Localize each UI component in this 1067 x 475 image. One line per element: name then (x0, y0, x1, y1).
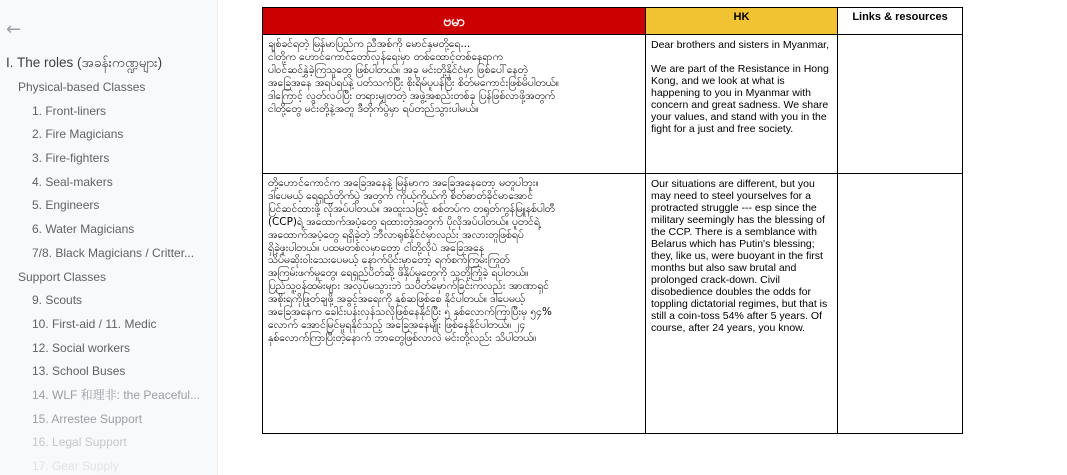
outline-item-support-classes[interactable]: Support Classes (18, 269, 107, 284)
table-row (263, 174, 963, 434)
outline-item-seal-makers[interactable]: 4. Seal-makers (32, 174, 113, 189)
myanmar-text-cell[interactable]: တို့ဟောင်ကောင်က အခြေအနေနဲ့ မြန်မာက အခြေအနေတော့ မတူပါဘူး။ ဒါပေမယ့် ရေရှည်တိုက်ပွဲ အတွက် ကိုယ့်ကိုယ်ကို စိတ်ဓာတ်ခိုင်မာအောင် ပြင်ဆင်ထားဖို့ လိုအပ်ပါတယ်။ အထူးသဖြင့် စစ်တပ်က တရုတ်ကွန်မြူနစ်ပါတီ (CCP)ရဲ့ အထောက်အပံ့တွေ ရထားတဲ့အတွက် ပိုလိုအပ်ပါတယ်။ ပူတင်ရဲ့ အထောက်အပံ့တွေ ရရှိခဲ့တဲ့ ဘီလာရုစ်နိုင်ငံမှာလည်း အလားတူဖြစ်ရပ် ရှိခဲ့ဖူးပါတယ်။ ပထမတစ်လမှာတော့ ငါတို့လိုပဲ အခြေအနေ သိပ်မဆိုးဝါးသေးပေမယ့် နောက်ပိုင်းမှာတော့ ရက်စက်ကြမ်းကြုတ် အကြမ်းဖက်မှုတွေ၊ ရေရှည်ပိတ်ဆို့ ဖိနှိပ်မှုတွေကို သူတို့ကြုံခဲ့ ရပါတယ်။ ပြည်သူ့ဝန်ထမ်းများ အလုပ်မသွားဘဲ သပိတ်မှောက်ခြင်းကလည်း အာဏာရှင် အစိုးရကိုဖြုတ်ချဖို့ အခွင့်အရေးကို နှစ်ဆဖြစ်စေ နိုင်ပါတယ်။ ဒါပေမယ့် အခြေအနေက ခေါင်းပန်းလှန်သလိုဖြစ်နေနိုင်ပြီး ၅ နှစ်လောက်ကြာပြီးမှ ၅၄% လောက် အောင်မြင်မှုရနိုင်သည့် အခြေအနေမျိုး ဖြစ်နေနိုင်ပါတယ်။ ၂၄ နှစ်လောက်ကြာပြီးတဲ့နောက် ဘာတွေဖြစ်လာလဲ မင်းတို့လည်း သိပါတယ်။ (263, 174, 646, 434)
header-myanmar: ဗမာ (263, 8, 646, 35)
hk-text-cell[interactable] (646, 174, 838, 434)
outline-item-gear-supply[interactable]: 17. Gear Supply (32, 459, 119, 473)
outline-item-arrestee-support[interactable]: 15. Arrestee Support (32, 411, 143, 426)
translation-table (262, 7, 963, 434)
hk-paragraph: Our situations are different, but you may need to steel yourselves for a protracted struggle --- esp since the military seemingly has the blessing of the CCP. There is a semblance with Belarus which has Putin's blessing; they, like us, were buoyant in the first months but also saw brutal and prolonged crack-down. Civil disobedience doubles the odds for toppling dictatorial regimes, but that is still a coin-toss 54% after 5 years. Of course, after 24 years, you know. (651, 178, 828, 334)
hk-text-cell[interactable] (646, 35, 838, 174)
outline-item-fire-fighters[interactable]: 3. Fire-fighters (32, 151, 110, 166)
links-cell[interactable] (838, 174, 963, 434)
outline-item-front-liners[interactable]: 1. Front-liners (32, 103, 107, 118)
hk-paragraph: We are part of the Resistance in Hong Kong, and we look at what is happening to you in Myanmar with concern and great sadness. We share your values, and stand with you in the fight for a just and free society. (651, 63, 829, 135)
outline-item-social-workers[interactable]: 12. Social workers (32, 340, 131, 355)
links-cell[interactable] (838, 35, 963, 174)
outline-item-fire-magicians[interactable]: 2. Fire Magicians (32, 127, 124, 142)
header-hk: HK (646, 8, 838, 35)
outline-item-black-magicians[interactable]: 7/8. Black Magicians / Critter... (32, 245, 195, 260)
outline-heading-roles[interactable]: I. The roles (အခန်းကဏ္ဍများ) (6, 55, 163, 70)
outline-item-engineers[interactable]: 5. Engineers (32, 198, 100, 213)
outline-list (0, 50, 218, 475)
outline-item-water-magicians[interactable]: 6. Water Magicians (32, 222, 135, 237)
outline-item-legal-support[interactable]: 16. Legal Support (32, 435, 127, 450)
table-header-row (263, 8, 963, 35)
outline-item-first-aid[interactable]: 10. First-aid / 11. Medic (32, 316, 157, 331)
document-outline-sidebar (0, 0, 218, 475)
outline-item-wlf[interactable]: 14. WLF 和理非: the Peaceful... (32, 387, 201, 402)
table-row (263, 35, 963, 174)
myanmar-text-cell[interactable]: ချစ်ခင်ရတဲ့ မြန်မာပြည်က ညီအစ်ကို မောင်နှမတို့ရေ... ငါတို့က ဟောင်ကောင်တော်လှန်ရေးမှာ တစ်ထောင့်တစ်နေရာက ပါဝင်ဆင်နွှဲခဲ့ကြသူတွေ ဖြစ်ပါတယ်။ အခု မင်းတို့နိုင်ငံမှာ ဖြစ်ပေါ်နေတဲ့ အခြေအနေ အရပ်ရပ်နဲ့ ပတ်သက်ပြီး စိုးရိမ်ပူပန်ပြီး စိတ်မကောင်းဖြစ်မိပါတယ်။ ဒါကြောင့် လွတ်လပ်ပြီး တရားမျှတတဲ့ အဖွဲ့အစည်းတစ်ခု ပြန်ဖြစ်လာဖို့အတွက် ငါတို့တွေ မင်းတို့နဲ့အတူ ဒီတိုက်ပွဲမှာ ရပ်တည်သွားပါမယ်။ (263, 35, 646, 174)
arrow-left-icon[interactable]: ← (6, 19, 22, 40)
outline-item-school-buses[interactable]: 13. School Buses (32, 364, 126, 379)
outline-item-physical-classes[interactable]: Physical-based Classes (18, 80, 146, 94)
document-body (262, 7, 962, 434)
outline-item-scouts[interactable]: 9. Scouts (32, 293, 83, 308)
header-links-resources: Links & resources (838, 8, 963, 35)
hk-paragraph: Dear brothers and sisters in Myanmar, (651, 39, 829, 51)
